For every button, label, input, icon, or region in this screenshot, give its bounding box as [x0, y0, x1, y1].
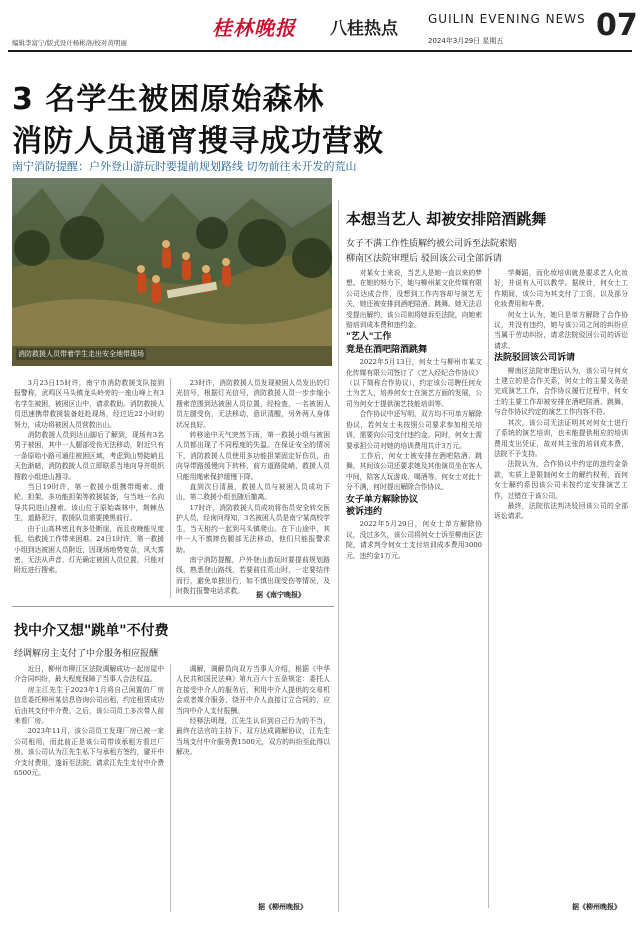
right-paragraph: 工作后，何女士被安排在酒吧陪酒、跳舞，其间该公司还要求她及其他演员坐在客人中间，陪客人玩游戏、喝酒等。何女士对此十分不满，何时提出解除合作协议。 — [346, 451, 482, 492]
lead-paragraph: 23时许，消防救援人员发现被困人员发出的灯光信号，根据灯光信号，消防救援人员一步步缩小搜索范围到达被困人员位置，经检查，一名被困人员左腿受伤，无法移动，意识清醒，另外两人身体状况良好。 — [176, 379, 330, 429]
right-subhead: "艺人"工作 — [346, 332, 392, 343]
right-paragraph: 最终，法院依法判决驳回该公司的全部诉讼请求。 — [494, 501, 628, 521]
right-column-2 — [494, 268, 628, 898]
right-paragraph: 合作协议中还写明，双方均不可单方解除协议，若何女士未按照公司要求参加相关培训，需要向公司支付违约金。同时，何女士需要承担公司对她的培训费用共计3万元。 — [346, 410, 482, 450]
photo-caption: 消防救援人员带着学生走出安全地带现场 — [18, 350, 144, 358]
right-story-deck2: 柳南区法院审理后 驳回该公司全部诉请 — [346, 254, 502, 264]
right-paragraph: 柳南区法院审理后认为，该公司与何女士建立的是合作关系，何女士的主要义务是完成演艺工作，合作协议履行过程中，何女士的主要工作却被安排在酒吧陪酒、跳舞，与合作协议约定的演艺工作内容不符。 — [494, 366, 628, 417]
lead-headline-line2: 消防人员通宵搜寻成功营救 — [12, 124, 384, 159]
lower-paragraph: 2023年11月，该公司员工发现厂房已被一家公司租用，而此前正是该公司带该承租方看过厂房。该公司认为江先生私下与承租方签约，避开中介支付费用，遂诉至法院，请求江先生支付中介费6500元。 — [14, 727, 164, 778]
right-subhead: 被诉违约 — [346, 506, 383, 517]
lead-source: 据《南宁晚报》 — [256, 590, 305, 599]
right-paragraph: 学舞蹈，而化妆培训就是要求艺人化妆好，并说有人可以教学。据统计，何女士工作期间，该公司为其支付了工资，以及部分化妆费用和车费。 — [494, 269, 628, 309]
right-subhead: 竟是在酒吧陪酒跳舞 — [346, 344, 428, 355]
column-divider — [170, 664, 171, 912]
right-paragraph: 对某女士来说，当艺人是她一直以来的梦想。在她的努力下，她与柳州某文化传媒有限公司达成合作，没想到工作内容却与演艺无关，她还被安排到酒吧陪酒、跳舞。她无法忍受提出解约，该公司则将她诉至法院，向她索赔培训成本费和违约金。 — [346, 269, 482, 330]
right-subhead: 法院驳回该公司诉请 — [494, 353, 576, 364]
lower-story-headline: 找中介又想"跳单"不付费 — [14, 623, 169, 639]
right-paragraph: 2022年5月13日，何女士与柳州市某文化传媒有限公司签订了《艺人经纪合作协议》（以下简称合作协议），约定该公司聘任何女士为艺人，培养何女士在演艺方面的发展，公司为何女士提供演艺技能培训等。 — [346, 358, 482, 408]
lower-paragraph: 房主江先生于2023年1月将自己闲置的厂房信息委托柳州某信息咨询公司出租，约定租赁成功后由其支付中介费。之后，该公司员工多次带人前来看厂房。 — [14, 685, 164, 726]
right-story-deck1: 女子不满工作性质解约被公司诉至法院索赔 — [346, 239, 518, 249]
right-story-headline: 本想当艺人 却被安排陪酒跳舞 — [346, 210, 547, 228]
lower-paragraph: 近日，柳州市柳江区法院调解成功一起房屋中介合同纠纷，最大程度保障了当事人合法权益。 — [14, 665, 164, 684]
lead-paragraph: 转移途中天气突然下雨，第一救援小组与被困人员都出现了不同程度的失温。在保证安全的情况下，消防救援人员使用多功能担架固定好伤员，由向导带路缓慢向下转移，前方道路陡峭，救援人员只能用绳索保护缓慢下降。 — [176, 431, 330, 481]
right-paragraph: 其次，该公司无法证明其对何女士进行了系统的演艺培训，也未能提供相应的培训费用支出凭证，故对其主张的培训成本费，法院不予支持。 — [494, 418, 628, 458]
page-number: 07 — [596, 8, 638, 43]
right-subhead: 女子单方解除协议 — [346, 494, 419, 505]
lead-paragraph: 3月23日15时许，南宁市消防救援支队接到报警称，武鸣区马头镇龙头岭旁的一座山峰上有3名学生被困，被困区山中，请求救助。消防救援人员迅速携带救援装备赶赴现场，经过近22小时的努力，成功将被困人员营救出山。 — [14, 379, 164, 429]
lower-source: 据《柳州晚报》 — [258, 902, 307, 911]
lower-paragraph: 调解，调解员向双方当事人介绍，根据《中华人民共和国民法典》第九百六十五条规定：委托人在接受中介人的服务后，利用中介人提供的交易机会或者媒介服务，绕开中介人直接订立合同的，应当向中介人支付报酬。 — [176, 665, 330, 715]
column-divider — [170, 378, 171, 598]
forest-rescue-image — [12, 178, 332, 366]
lower-column-1 — [14, 664, 164, 912]
lead-paragraph: 直到次日清晨，救援人员与被困人员成功下山，第二救援小组也随后撤离。 — [176, 483, 330, 502]
lead-paragraph: 南宁消防提醒，户外登山游玩时要提前规划路线，熟悉登山路线，若要前往荒山时，一定要结伴而行，避免单独出行，如不慎出现受伤等情况，及时拨打报警电话求救。 — [176, 555, 330, 596]
lead-paragraph: 17时许，消防救援人员成功将伤员安全转交医护人员，经询问得知，3名被困人员是南宁某高校学生，当天相约一起到马头镇爬山。在下山途中，其中一人不慎摔伤腿部无法移动，他们只能报警求助。 — [176, 503, 330, 554]
section-divider — [338, 200, 339, 912]
lead-headline-line1: 3 名学生被困原始森林 — [12, 82, 325, 117]
lead-paragraph: 当日19时许，第一救援小组携带绳索、滑轮、担架、多功能担架等救援装备，与当地一名向导共同进山搜索。该山位于原始森林中，荆棘丛生，道路泥泞，救援队员需要摸黑前行。 — [14, 483, 164, 523]
rescue-photo — [12, 178, 332, 366]
right-paragraph: 何女士认为，她只是单方解除了合作协议，并没有违约，她与该公司之间的纠纷应当属于劳动纠纷，请求法院驳回公司的诉讼请求。 — [494, 310, 628, 350]
masthead — [0, 0, 640, 52]
lead-column-1 — [14, 378, 164, 598]
lead-subheadline: 南宁消防提醒：户外登山游玩时要提前规划路线 切勿前往未开发的荒山 — [12, 160, 357, 173]
lower-story-deck: 经调解房主支付了中介服务相应报酬 — [14, 649, 159, 659]
right-column-1 — [346, 268, 482, 908]
right-paragraph: 2022年5月29日，何女士单方解除协议，没过多久，该公司将何女士诉至柳南区法院，请求判令何女士支付培训成本费用3000元、违约金1万元。 — [346, 520, 482, 560]
section-title: 八桂热点 — [330, 19, 398, 39]
header-rule — [8, 50, 632, 52]
newspaper-logo: 桂林晚报 — [212, 16, 296, 40]
column-divider — [488, 268, 489, 908]
section-rule — [12, 606, 334, 607]
lead-paragraph: 消防救援人员到达山脚后了解到，现场有3名男子被困，其中一人腿部受伤无法移动，附近只有一条原始小路可通往被困区域，考虑到山势陡峭且天色渐暗，消防救援人员立即联系当地向导并组织搜救小组进山搜寻。 — [14, 431, 164, 481]
right-source: 据《柳州晚报》 — [572, 902, 621, 911]
lower-column-2 — [176, 664, 330, 896]
right-paragraph: 法院认为，合作协议中约定的违约金条款，实质上是限制何女士的解约权利，而何女士解约系因该公司未按约定安排演艺工作，过错在于该公司。 — [494, 460, 628, 500]
lower-paragraph: 经释法明理，江先生认识到自己行为的不当，最终在法官的主持下，双方达成调解协议，江先生当场支付中介服务费1500元，双方的纠纷至此得以解决。 — [176, 717, 330, 757]
editor-credits: 编辑李富宁/版式设计杨彬洛/校对黄明丽 — [12, 39, 127, 47]
issue-date: 2024年3月29日 星期五 — [428, 37, 504, 45]
lead-paragraph: 由于山高林密且有多处断崖，而且夜晚能见度低，给救援工作带来困难。24日1时许，第一救援小组到达被困人员附近，因现场地势复杂，风大雾密，无法从声音、灯光确定被困人员位置，只能对附近进行搜索。 — [14, 524, 164, 575]
english-name: GUILIN EVENING NEWS — [428, 12, 586, 26]
